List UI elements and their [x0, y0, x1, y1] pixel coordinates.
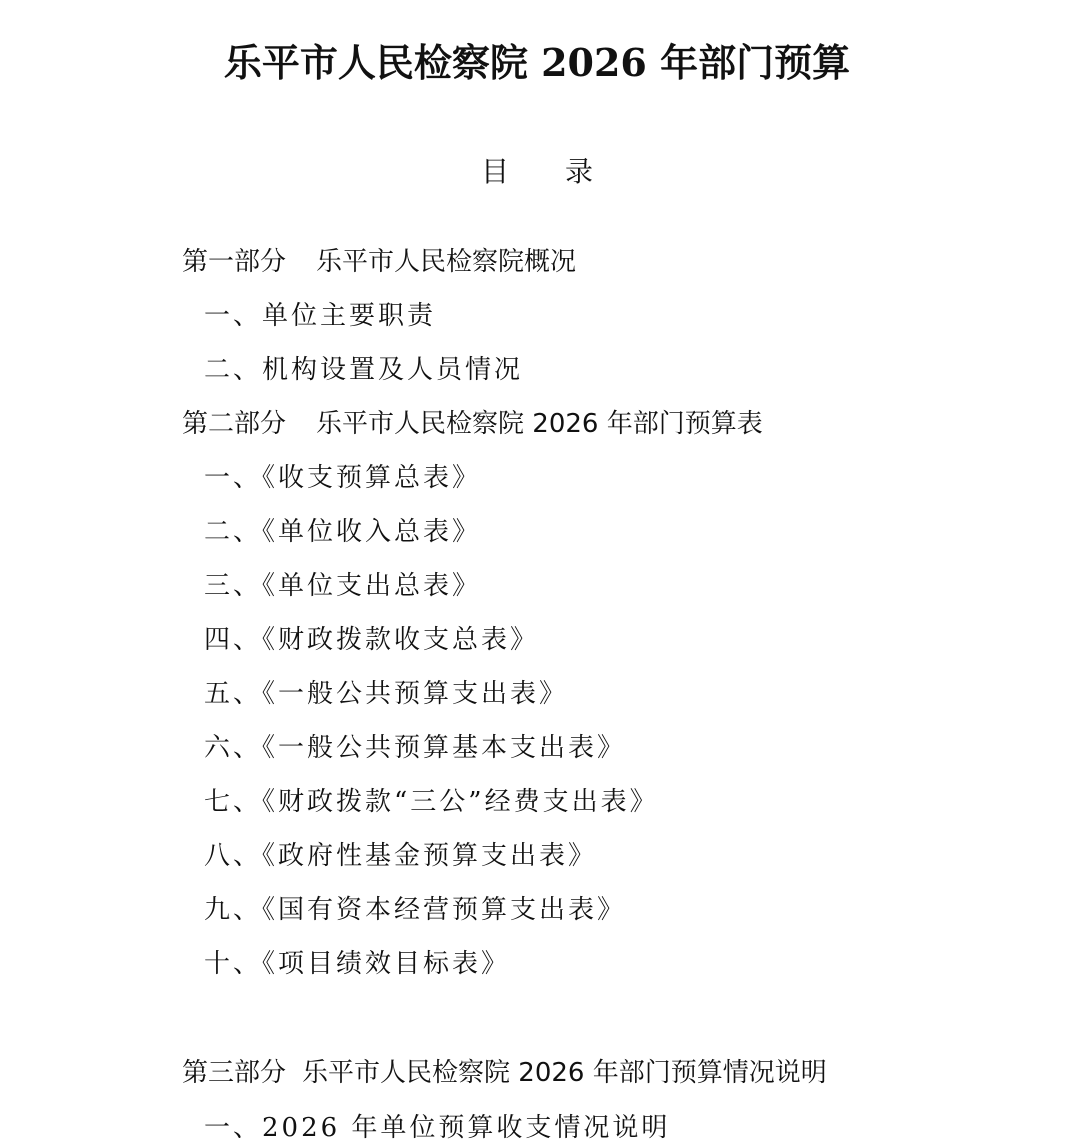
toc-part-3-name: 乐平市人民检察院 2026 年部门预算情况说明	[302, 1058, 827, 1088]
toc-item[interactable]: 二、《单位收入总表》	[204, 517, 482, 547]
toc-part-3-label: 第三部分	[182, 1058, 287, 1088]
toc-item[interactable]: 四、《财政拨款收支总表》	[204, 625, 540, 655]
toc-part-1-label: 第一部分	[182, 247, 287, 277]
toc-item[interactable]: 十、《项目绩效目标表》	[204, 949, 511, 979]
toc-part-3[interactable]	[182, 1053, 827, 1093]
toc-item[interactable]: 七、《财政拨款“三公”经费支出表》	[204, 787, 659, 817]
toc-part-2-label: 第二部分	[182, 409, 287, 439]
toc-item[interactable]: 八、《政府性基金预算支出表》	[204, 841, 598, 871]
toc-part-1[interactable]	[182, 242, 576, 282]
toc-heading	[0, 150, 1074, 194]
toc-item[interactable]: 一、《收支预算总表》	[204, 463, 482, 493]
toc-item[interactable]: 一、单位主要职责	[204, 301, 437, 331]
toc-item[interactable]: 三、《单位支出总表》	[204, 571, 482, 601]
toc-part-2[interactable]	[182, 404, 763, 444]
toc-heading-char-1: 目	[480, 155, 509, 188]
document-title: 乐平市人民检察院 2026 年部门预算	[223, 40, 851, 85]
toc-part-1-name: 乐平市人民检察院概况	[316, 247, 577, 277]
toc-item[interactable]: 六、《一般公共预算基本支出表》	[204, 733, 627, 763]
toc-item[interactable]: 五、《一般公共预算支出表》	[204, 679, 569, 709]
toc-heading-char-2: 录	[565, 155, 594, 188]
toc-part-2-name: 乐平市人民检察院 2026 年部门预算表	[316, 409, 763, 439]
toc-item[interactable]: 九、《国有资本经营预算支出表》	[204, 895, 627, 925]
toc-item[interactable]: 二、机构设置及人员情况	[204, 355, 524, 385]
toc-item[interactable]: 一、2026 年单位预算收支情况说明	[204, 1113, 671, 1143]
